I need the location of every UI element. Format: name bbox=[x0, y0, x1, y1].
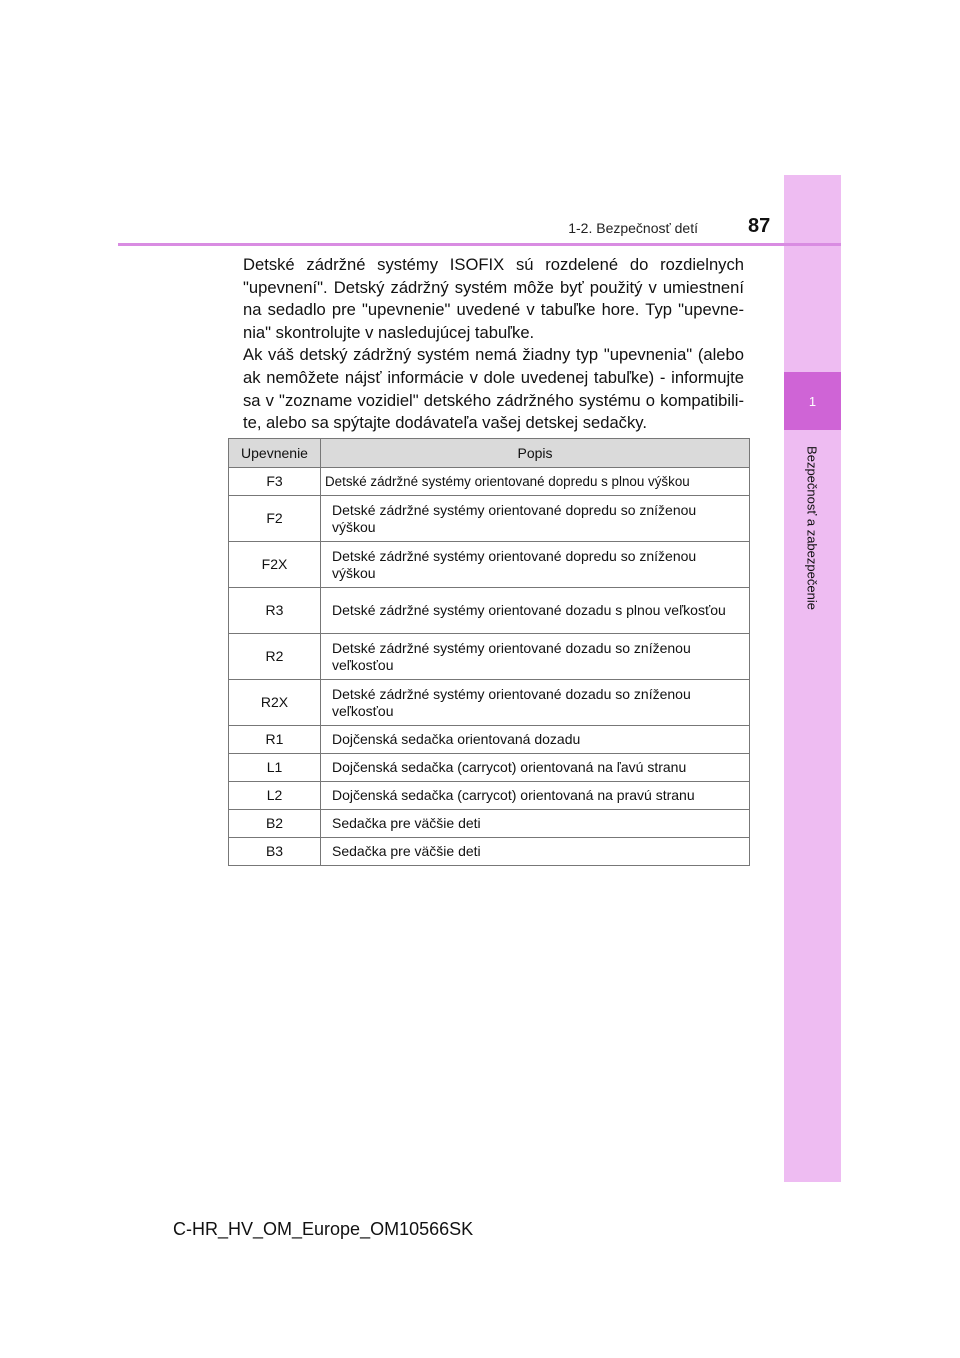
fixture-description: Detské zádržné systémy orientované dopredu so zníženou výškou bbox=[321, 496, 750, 542]
body-text bbox=[243, 254, 744, 435]
fixture-code: R3 bbox=[229, 588, 321, 634]
fixture-code: F2 bbox=[229, 496, 321, 542]
fixture-code: R2X bbox=[229, 680, 321, 726]
document-id-footer: C-HR_HV_OM_Europe_OM10566SK bbox=[173, 1219, 474, 1239]
fixture-code: R1 bbox=[229, 726, 321, 754]
fixture-description: Detské zádržné systémy orientované dopredu so zníženou výškou bbox=[321, 542, 750, 588]
table-row bbox=[229, 838, 750, 866]
fixture-description: Sedačka pre väčšie deti bbox=[321, 810, 750, 838]
header-rule bbox=[118, 243, 841, 246]
table-row bbox=[229, 634, 750, 680]
fixture-description: Dojčenská sedačka (carrycot) orientovaná na ľavú stranu bbox=[321, 754, 750, 782]
table-row bbox=[229, 542, 750, 588]
fixture-code: B2 bbox=[229, 810, 321, 838]
fixture-description: Sedačka pre väčšie deti bbox=[321, 838, 750, 866]
table-row bbox=[229, 496, 750, 542]
side-chapter-tab bbox=[784, 175, 841, 1182]
table-row bbox=[229, 782, 750, 810]
paragraph-compatibility: Ak váš detský zádržný systém nemá žiadny typ "upevnenia" (alebo ak nemôžete nájsť informácie v dole uvedenej tabuľke) - informujte sa v "zozname vozidiel" detského zádržného systému o kompatibilite, alebo sa spýtajte dodávateľa vašej detskej sedačky. bbox=[243, 345, 744, 433]
fixture-description: Detské zádržné systémy orientované dopredu s plnou výškou bbox=[321, 468, 750, 496]
fixture-description: Dojčenská sedačka (carrycot) orientovaná na pravú stranu bbox=[321, 782, 750, 810]
table-row bbox=[229, 810, 750, 838]
chapter-number-box bbox=[784, 372, 841, 430]
header-fixture: Upevnenie bbox=[229, 439, 321, 468]
isofix-fixture-table bbox=[228, 438, 750, 866]
section-title: 1-2. Bezpečnosť detí bbox=[568, 220, 698, 236]
table-row bbox=[229, 754, 750, 782]
paragraph-isofix-intro: Detské zádržné systémy ISOFIX sú rozdelené do rozdielnych "upevnení". Detský zádržný systém môže byť použitý v umiestnení na sedadlo pre "upevnenie" uvedené v tabuľke hore. Typ "upevnenia" skontrolujte v nasledujúcej tabuľke. bbox=[243, 255, 744, 342]
chapter-title: Bezpečnosť a zabezpečenie bbox=[804, 446, 820, 610]
table-row bbox=[229, 468, 750, 496]
table-row bbox=[229, 588, 750, 634]
fixture-description: Detské zádržné systémy orientované dozadu so zníženou veľkosťou bbox=[321, 634, 750, 680]
fixture-description: Dojčenská sedačka orientovaná dozadu bbox=[321, 726, 750, 754]
table-row bbox=[229, 726, 750, 754]
fixture-code: L2 bbox=[229, 782, 321, 810]
chapter-number: 1 bbox=[808, 393, 817, 409]
fixture-description: Detské zádržné systémy orientované dozadu so zníženou veľkosťou bbox=[321, 680, 750, 726]
fixture-description: Detské zádržné systémy orientované dozadu s plnou veľkosťou bbox=[321, 588, 750, 634]
fixture-code: L1 bbox=[229, 754, 321, 782]
table-row bbox=[229, 680, 750, 726]
table-header-row bbox=[229, 439, 750, 468]
fixture-code: F3 bbox=[229, 468, 321, 496]
fixture-code: R2 bbox=[229, 634, 321, 680]
fixture-code: F2X bbox=[229, 542, 321, 588]
fixture-code: B3 bbox=[229, 838, 321, 866]
page-number: 87 bbox=[748, 215, 771, 237]
header-description: Popis bbox=[321, 439, 750, 468]
